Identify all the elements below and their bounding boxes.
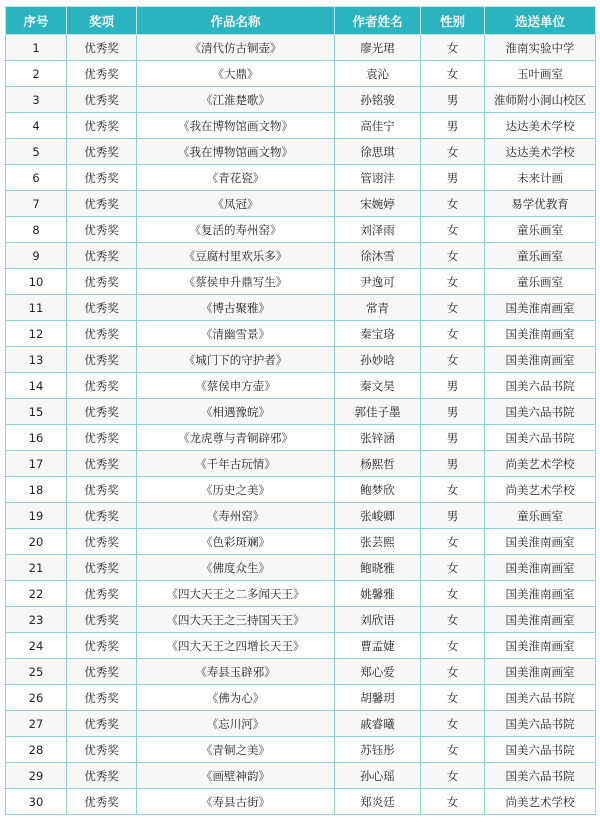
award-list [5, 6, 595, 815]
table-row [6, 243, 596, 269]
cell-gender: 女 [421, 685, 485, 711]
cell-work-title: 《博古聚雅》 [137, 295, 335, 321]
cell-work-title: 《蔡侯申方壶》 [137, 373, 335, 399]
table-row [6, 35, 596, 61]
cell-author: 徐沐雪 [335, 243, 421, 269]
header-author: 作者姓名 [335, 7, 421, 35]
cell-unit: 国美淮南画室 [485, 529, 596, 555]
cell-author: 曹孟婕 [335, 633, 421, 659]
cell-index: 9 [6, 243, 67, 269]
cell-work-title: 《清幽雪景》 [137, 321, 335, 347]
cell-work-title: 《历史之美》 [137, 477, 335, 503]
cell-index: 26 [6, 685, 67, 711]
cell-award: 优秀奖 [67, 581, 137, 607]
cell-gender: 女 [421, 321, 485, 347]
cell-work-title: 《豆腐村里欢乐多》 [137, 243, 335, 269]
cell-award: 优秀奖 [67, 685, 137, 711]
cell-index: 13 [6, 347, 67, 373]
cell-unit: 国美六品书院 [485, 685, 596, 711]
cell-author: 张峻卿 [335, 503, 421, 529]
cell-gender: 女 [421, 763, 485, 789]
table-row [6, 399, 596, 425]
cell-unit: 国美淮南画室 [485, 581, 596, 607]
cell-award: 优秀奖 [67, 711, 137, 737]
cell-unit: 国美淮南画室 [485, 607, 596, 633]
table-row [6, 529, 596, 555]
cell-author: 高佳宁 [335, 113, 421, 139]
cell-author: 廖光珺 [335, 35, 421, 61]
cell-award: 优秀奖 [67, 61, 137, 87]
cell-index: 22 [6, 581, 67, 607]
table-body [6, 35, 596, 815]
cell-award: 优秀奖 [67, 35, 137, 61]
cell-index: 15 [6, 399, 67, 425]
cell-work-title: 《凤冠》 [137, 191, 335, 217]
cell-work-title: 《我在博物馆画文物》 [137, 139, 335, 165]
cell-unit: 达达美术学校 [485, 139, 596, 165]
cell-gender: 女 [421, 633, 485, 659]
cell-index: 21 [6, 555, 67, 581]
cell-index: 14 [6, 373, 67, 399]
table-row [6, 451, 596, 477]
cell-award: 优秀奖 [67, 659, 137, 685]
cell-gender: 女 [421, 581, 485, 607]
cell-index: 27 [6, 711, 67, 737]
cell-author: 刘泽雨 [335, 217, 421, 243]
cell-unit: 未来计画 [485, 165, 596, 191]
cell-unit: 童乐画室 [485, 243, 596, 269]
cell-gender: 男 [421, 87, 485, 113]
cell-work-title: 《清代仿古铜壶》 [137, 35, 335, 61]
cell-author: 郑心爱 [335, 659, 421, 685]
cell-index: 17 [6, 451, 67, 477]
table-row [6, 295, 596, 321]
cell-index: 24 [6, 633, 67, 659]
cell-gender: 男 [421, 373, 485, 399]
cell-gender: 女 [421, 529, 485, 555]
table-row [6, 555, 596, 581]
cell-award: 优秀奖 [67, 165, 137, 191]
cell-work-title: 《相遇豫皖》 [137, 399, 335, 425]
cell-author: 秦文昊 [335, 373, 421, 399]
cell-work-title: 《大鼎》 [137, 61, 335, 87]
cell-gender: 女 [421, 555, 485, 581]
cell-gender: 男 [421, 165, 485, 191]
cell-work-title: 《忘川河》 [137, 711, 335, 737]
cell-gender: 男 [421, 425, 485, 451]
cell-unit: 达达美术学校 [485, 113, 596, 139]
table-row [6, 269, 596, 295]
cell-work-title: 《佛为心》 [137, 685, 335, 711]
cell-unit: 童乐画室 [485, 503, 596, 529]
cell-work-title: 《寿县玉辟邪》 [137, 659, 335, 685]
cell-unit: 尚美艺术学校 [485, 789, 596, 815]
table-row [6, 113, 596, 139]
cell-unit: 国美六品书院 [485, 373, 596, 399]
cell-gender: 女 [421, 217, 485, 243]
cell-index: 5 [6, 139, 67, 165]
cell-gender: 男 [421, 399, 485, 425]
table-row [6, 87, 596, 113]
table-row [6, 789, 596, 815]
cell-work-title: 《寿县古街》 [137, 789, 335, 815]
cell-award: 优秀奖 [67, 763, 137, 789]
table-row [6, 685, 596, 711]
cell-author: 宋婉婷 [335, 191, 421, 217]
cell-unit: 玉叶画室 [485, 61, 596, 87]
cell-gender: 女 [421, 737, 485, 763]
cell-index: 11 [6, 295, 67, 321]
cell-gender: 女 [421, 711, 485, 737]
cell-index: 8 [6, 217, 67, 243]
cell-author: 郑炎廷 [335, 789, 421, 815]
cell-gender: 女 [421, 477, 485, 503]
cell-author: 张锌涵 [335, 425, 421, 451]
cell-work-title: 《蔡侯申升鼎写生》 [137, 269, 335, 295]
table-row [6, 737, 596, 763]
cell-author: 张芸熙 [335, 529, 421, 555]
cell-author: 孙铭骏 [335, 87, 421, 113]
cell-award: 优秀奖 [67, 425, 137, 451]
cell-work-title: 《青铜之美》 [137, 737, 335, 763]
cell-unit: 易学优教育 [485, 191, 596, 217]
table-row [6, 217, 596, 243]
cell-unit: 国美淮南画室 [485, 659, 596, 685]
cell-unit: 国美淮南画室 [485, 555, 596, 581]
cell-gender: 女 [421, 269, 485, 295]
cell-gender: 男 [421, 451, 485, 477]
cell-work-title: 《四大天王之四增长天王》 [137, 633, 335, 659]
cell-award: 优秀奖 [67, 789, 137, 815]
cell-unit: 童乐画室 [485, 217, 596, 243]
header-unit: 选送单位 [485, 7, 596, 35]
cell-author: 胡馨玥 [335, 685, 421, 711]
cell-unit: 国美淮南画室 [485, 295, 596, 321]
cell-award: 优秀奖 [67, 347, 137, 373]
table-header [6, 7, 596, 35]
cell-index: 1 [6, 35, 67, 61]
cell-gender: 女 [421, 347, 485, 373]
cell-award: 优秀奖 [67, 217, 137, 243]
cell-index: 28 [6, 737, 67, 763]
table-row [6, 633, 596, 659]
cell-work-title: 《色彩斑斓》 [137, 529, 335, 555]
cell-index: 29 [6, 763, 67, 789]
cell-gender: 女 [421, 139, 485, 165]
cell-index: 7 [6, 191, 67, 217]
table-row [6, 503, 596, 529]
cell-index: 23 [6, 607, 67, 633]
cell-award: 优秀奖 [67, 451, 137, 477]
cell-unit: 国美六品书院 [485, 737, 596, 763]
table-row [6, 373, 596, 399]
cell-gender: 女 [421, 61, 485, 87]
header-index: 序号 [6, 7, 67, 35]
table-row [6, 425, 596, 451]
table-row [6, 321, 596, 347]
cell-award: 优秀奖 [67, 191, 137, 217]
cell-index: 16 [6, 425, 67, 451]
cell-award: 优秀奖 [67, 737, 137, 763]
header-row [6, 7, 596, 35]
cell-work-title: 《千年古玩情》 [137, 451, 335, 477]
table-row [6, 711, 596, 737]
cell-unit: 国美六品书院 [485, 711, 596, 737]
cell-work-title: 《寿州窑》 [137, 503, 335, 529]
cell-index: 4 [6, 113, 67, 139]
cell-author: 秦宝珞 [335, 321, 421, 347]
cell-work-title: 《复活的寿州窑》 [137, 217, 335, 243]
cell-award: 优秀奖 [67, 633, 137, 659]
cell-index: 10 [6, 269, 67, 295]
cell-unit: 国美六品书院 [485, 763, 596, 789]
cell-index: 20 [6, 529, 67, 555]
cell-author: 孙心瑶 [335, 763, 421, 789]
cell-award: 优秀奖 [67, 113, 137, 139]
cell-award: 优秀奖 [67, 503, 137, 529]
cell-work-title: 《江淮楚歌》 [137, 87, 335, 113]
cell-award: 优秀奖 [67, 295, 137, 321]
cell-gender: 女 [421, 659, 485, 685]
header-award: 奖项 [67, 7, 137, 35]
cell-gender: 男 [421, 503, 485, 529]
cell-award: 优秀奖 [67, 607, 137, 633]
cell-gender: 女 [421, 243, 485, 269]
cell-author: 尹逸可 [335, 269, 421, 295]
cell-award: 优秀奖 [67, 373, 137, 399]
cell-author: 苏钰彤 [335, 737, 421, 763]
cell-unit: 国美淮南画室 [485, 633, 596, 659]
cell-work-title: 《青花瓷》 [137, 165, 335, 191]
table-row [6, 581, 596, 607]
cell-work-title: 《城门下的守护者》 [137, 347, 335, 373]
cell-award: 优秀奖 [67, 477, 137, 503]
cell-index: 19 [6, 503, 67, 529]
cell-unit: 尚美艺术学校 [485, 477, 596, 503]
cell-author: 戚睿曦 [335, 711, 421, 737]
cell-work-title: 《画壁神韵》 [137, 763, 335, 789]
cell-award: 优秀奖 [67, 555, 137, 581]
cell-unit: 国美六品书院 [485, 399, 596, 425]
cell-index: 2 [6, 61, 67, 87]
cell-award: 优秀奖 [67, 87, 137, 113]
cell-unit: 国美六品书院 [485, 425, 596, 451]
table-row [6, 61, 596, 87]
cell-index: 12 [6, 321, 67, 347]
cell-index: 3 [6, 87, 67, 113]
table-row [6, 763, 596, 789]
cell-gender: 女 [421, 35, 485, 61]
table-row [6, 165, 596, 191]
table-row [6, 139, 596, 165]
cell-author: 袁沁 [335, 61, 421, 87]
table-row [6, 607, 596, 633]
cell-author: 杨熙哲 [335, 451, 421, 477]
cell-author: 管诩沣 [335, 165, 421, 191]
table-row [6, 347, 596, 373]
cell-gender: 女 [421, 295, 485, 321]
cell-gender: 女 [421, 191, 485, 217]
table-row [6, 477, 596, 503]
header-work-title: 作品名称 [137, 7, 335, 35]
cell-author: 鲍梦欣 [335, 477, 421, 503]
cell-award: 优秀奖 [67, 269, 137, 295]
cell-work-title: 《我在博物馆画文物》 [137, 113, 335, 139]
table-row [6, 191, 596, 217]
cell-award: 优秀奖 [67, 321, 137, 347]
cell-award: 优秀奖 [67, 139, 137, 165]
cell-author: 鲍晓雅 [335, 555, 421, 581]
cell-unit: 淮师附小洞山校区 [485, 87, 596, 113]
cell-unit: 淮南实验中学 [485, 35, 596, 61]
cell-author: 常青 [335, 295, 421, 321]
cell-work-title: 《佛度众生》 [137, 555, 335, 581]
cell-index: 18 [6, 477, 67, 503]
cell-author: 郭佳子墨 [335, 399, 421, 425]
cell-author: 姚馨雅 [335, 581, 421, 607]
cell-unit: 国美淮南画室 [485, 347, 596, 373]
award-table [5, 6, 596, 815]
header-gender: 性别 [421, 7, 485, 35]
cell-award: 优秀奖 [67, 243, 137, 269]
table-row [6, 659, 596, 685]
cell-author: 徐思琪 [335, 139, 421, 165]
cell-work-title: 《四大天王之二多闻天王》 [137, 581, 335, 607]
cell-work-title: 《四大天王之三持国天王》 [137, 607, 335, 633]
cell-gender: 男 [421, 113, 485, 139]
cell-gender: 女 [421, 789, 485, 815]
cell-index: 25 [6, 659, 67, 685]
cell-work-title: 《龙虎尊与青铜辟邪》 [137, 425, 335, 451]
cell-gender: 女 [421, 607, 485, 633]
cell-unit: 国美淮南画室 [485, 321, 596, 347]
cell-index: 30 [6, 789, 67, 815]
cell-author: 孙妙晗 [335, 347, 421, 373]
cell-unit: 尚美艺术学校 [485, 451, 596, 477]
cell-unit: 童乐画室 [485, 269, 596, 295]
cell-award: 优秀奖 [67, 399, 137, 425]
cell-award: 优秀奖 [67, 529, 137, 555]
cell-index: 6 [6, 165, 67, 191]
cell-author: 刘欣语 [335, 607, 421, 633]
